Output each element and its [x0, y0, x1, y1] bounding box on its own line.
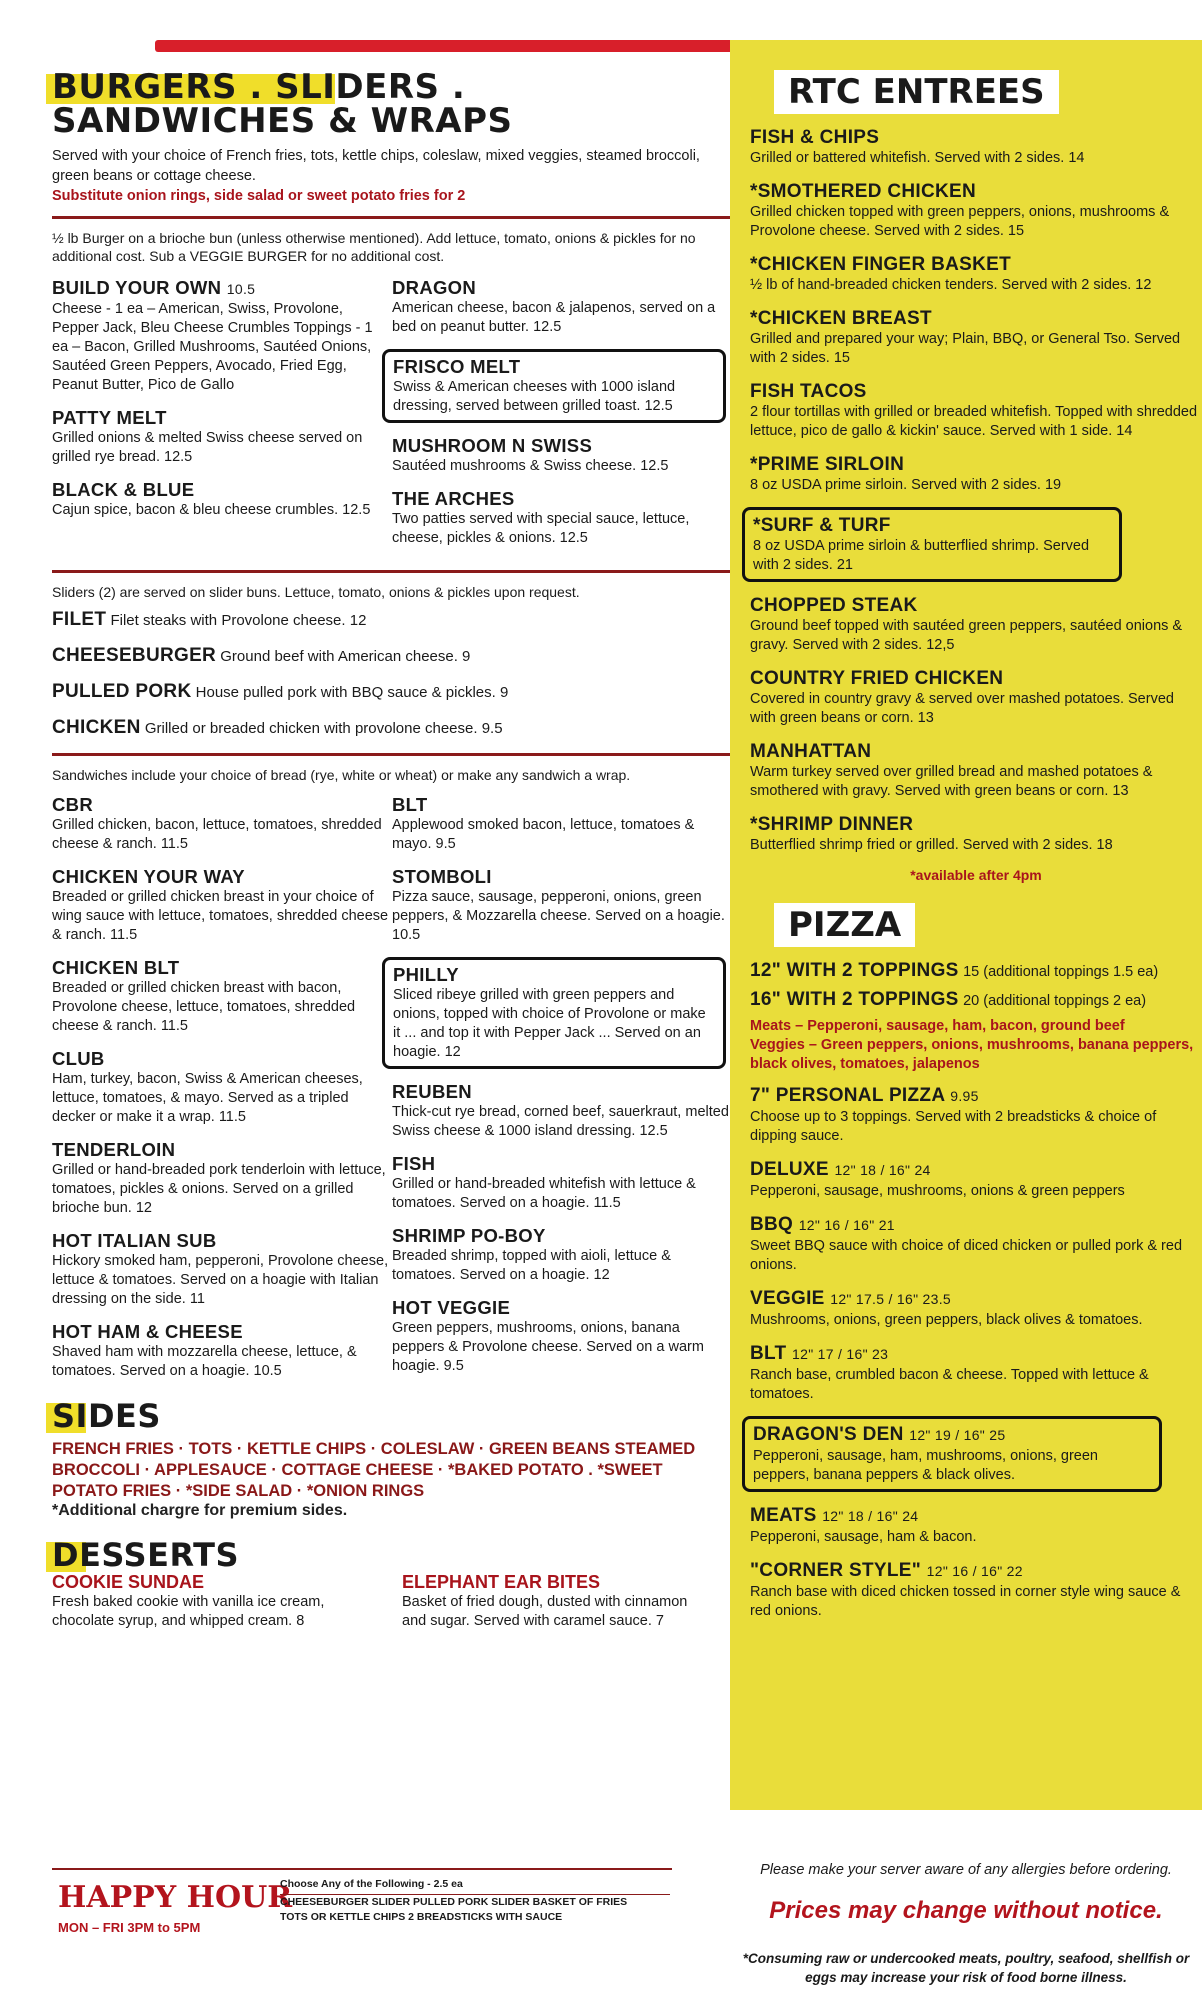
- item-desc: Sliced ribeye grilled with green peppers and onions, topped with choice of Provolone or make it ... and top it with Pepper Jack ... Served on an hoagie. 12: [393, 987, 706, 1060]
- item-name: DRAGON: [392, 277, 477, 298]
- menu-item: [392, 1081, 732, 1141]
- happy-hour-choose: Choose Any of the Following - 2.5 ea: [280, 1878, 463, 1890]
- item-name: FRISCO MELT: [393, 356, 521, 377]
- pizza-item: [750, 1084, 1202, 1146]
- menu-item: [52, 957, 392, 1036]
- entree-item: [750, 253, 1202, 295]
- item-desc: 8 oz USDA prime sirloin & butterflied shrimp. Served with 2 sides. 21: [753, 538, 1090, 573]
- menu-item: [52, 407, 392, 467]
- menu-item: [52, 277, 392, 395]
- item-name: COOKIE SUNDAE: [52, 1572, 205, 1592]
- item-name: CBR: [52, 794, 93, 815]
- item-desc: Shaved ham with mozzarella cheese, lettuce, & tomatoes. Served on a hoagie. 10.5: [52, 1344, 357, 1379]
- item-price: 15 (additional toppings 1.5 ea): [963, 964, 1159, 980]
- menu-item: [52, 1230, 392, 1309]
- item-desc: Applewood smoked bacon, lettuce, tomatoes & mayo. 9.5: [392, 817, 695, 852]
- pizza-item: [750, 1158, 1202, 1201]
- item-desc: Grilled chicken topped with green peppers, onions, mushrooms & Provolone cheese. Served with 2 sides. 15: [750, 204, 1170, 239]
- slider-note: Sliders (2) are served on slider buns. Lettuce, tomato, onions & pickles upon request.: [52, 584, 580, 600]
- menu-item-highlighted: [382, 349, 726, 423]
- slider-item: [52, 681, 732, 703]
- item-price: 12" 17.5 / 16" 23.5: [830, 1291, 951, 1307]
- menu-item: [52, 794, 392, 854]
- menu-item-highlighted: [382, 957, 726, 1069]
- sides-note: *Additional chargre for premium sides.: [52, 1502, 348, 1519]
- item-desc: Breaded or grilled chicken breast with bacon, Provolone cheese, lettuce, tomatoes, shredded cheese & ranch. 11.5: [52, 980, 356, 1034]
- item-desc: Pizza sauce, sausage, pepperoni, onions, green peppers, & Mozzarella cheese. Served on a hoagie. 10.5: [392, 889, 725, 943]
- item-name: VEGGIE: [750, 1288, 825, 1309]
- menu-item: [52, 866, 392, 945]
- item-desc: Grilled onions & melted Swiss cheese served on grilled rye bread. 12.5: [52, 430, 363, 465]
- item-name: *SHRIMP DINNER: [750, 814, 914, 835]
- burger-menu: [52, 277, 732, 560]
- sandwich-menu: [52, 794, 732, 1393]
- item-desc: Ranch base with diced chicken tossed in corner style wing sauce & red onions.: [750, 1584, 1181, 1619]
- burgers-title-line2: SANDWICHES & WRAPS: [52, 101, 513, 141]
- pizza-item-highlighted: [742, 1416, 1162, 1492]
- item-name: COUNTRY FRIED CHICKEN: [750, 668, 1004, 689]
- pizza-veggies: Veggies – Green peppers, onions, mushrooms, banana peppers, black olives, tomatoes, jalapenos: [750, 1037, 1194, 1072]
- menu-item: [392, 794, 732, 854]
- menu-item: [392, 488, 732, 548]
- burgers-intro: Served with your choice of French fries, tots, kettle chips, coleslaw, mixed veggies, steamed broccoli, green beans or cottage cheese. Substitute onion rings, side salad or sweet potato fries for 2: [52, 148, 700, 204]
- item-name: PATTY MELT: [52, 407, 167, 428]
- item-desc: House pulled pork with BBQ sauce & pickles. 9: [195, 684, 509, 701]
- item-price: 12" 18 / 16" 24: [822, 1508, 919, 1524]
- item-desc: Covered in country gravy & served over mashed potatoes. Served with green beans or corn. 13: [750, 691, 1174, 726]
- item-desc: Choose up to 3 toppings. Served with 2 breadsticks & choice of dipping sauce.: [750, 1109, 1157, 1144]
- pizza-item: [750, 1559, 1202, 1621]
- happy-hour-title: HAPPY HOUR: [58, 1880, 293, 1915]
- item-price: 12" 18 / 16" 24: [834, 1162, 931, 1178]
- menu-item: [52, 1321, 392, 1381]
- item-desc: Warm turkey served over grilled bread and mashed potatoes & smothered with gravy. Served with green beans or corn. 13: [750, 764, 1153, 799]
- consumption-warning: *Consuming raw or undercooked meats, poultry, seafood, shellfish or eggs may increase your risk of food borne illness.: [742, 1951, 1190, 1985]
- item-name: ELEPHANT EAR BITES: [402, 1572, 601, 1592]
- menu-item: [392, 435, 732, 476]
- divider: [52, 570, 732, 573]
- item-desc: Thick-cut rye bread, corned beef, sauerkraut, melted Swiss cheese & 1000 island dressing. 12.5: [392, 1104, 729, 1139]
- entree-item: [750, 594, 1202, 655]
- item-desc: Grilled or hand-breaded pork tenderloin with lettuce, tomatoes, pickles & onions. Served on a grilled brioche bun. 12: [52, 1162, 386, 1216]
- menu-item: [52, 1048, 392, 1127]
- item-desc: Ham, turkey, bacon, Swiss & American cheeses, lettuce, tomatoes, & mayo. Served as a tripled decker or make it a wrap. 11.5: [52, 1071, 363, 1125]
- pizza-size: [750, 988, 1202, 1011]
- item-name: 12" WITH 2 TOPPINGS: [750, 960, 959, 981]
- item-desc: Breaded shrimp, topped with aioli, lettuce & tomatoes. Served on a hoagie. 12: [392, 1248, 671, 1283]
- dessert-item: [402, 1572, 712, 1631]
- menu-item: [392, 1153, 732, 1213]
- item-desc: Swiss & American cheeses with 1000 island dressing, served between grilled toast. 12.5: [393, 379, 676, 414]
- slider-item: [52, 645, 732, 667]
- pizza-item: [750, 1213, 1202, 1275]
- item-name: BLT: [392, 794, 428, 815]
- entrees-title: RTC ENTREES: [774, 70, 1059, 114]
- item-name: CHICKEN YOUR WAY: [52, 866, 245, 887]
- desserts-title: DESSERTS: [52, 1536, 240, 1574]
- item-name: PULLED PORK: [52, 681, 192, 702]
- item-desc: Hickory smoked ham, pepperoni, Provolone cheese, lettuce & tomatoes. Served on a hoagie with Italian dressing on the side. 11: [52, 1253, 389, 1307]
- item-desc: Sweet BBQ sauce with choice of diced chicken or pulled pork & red onions.: [750, 1238, 1183, 1273]
- slider-item: [52, 717, 732, 739]
- item-desc: Green peppers, mushrooms, onions, banana peppers & Provolone cheese. Served on a warm hoagie. 9.5: [392, 1320, 704, 1374]
- item-desc: 8 oz USDA prime sirloin. Served with 2 sides. 19: [750, 477, 1062, 493]
- pizza-item: [750, 1287, 1202, 1330]
- item-name: HOT HAM & CHEESE: [52, 1321, 243, 1342]
- item-price: 12" 16 / 16" 21: [798, 1217, 895, 1233]
- sandwich-col-right: [392, 794, 732, 1393]
- item-name: BBQ: [750, 1214, 794, 1235]
- item-name: 7" PERSONAL PIZZA: [750, 1085, 945, 1106]
- item-desc: Fresh baked cookie with vanilla ice cream, chocolate syrup, and whipped cream. 8: [52, 1594, 325, 1629]
- item-name: SHRIMP PO-BOY: [392, 1225, 546, 1246]
- desserts-section: [52, 1538, 732, 1631]
- item-name: REUBEN: [392, 1081, 472, 1102]
- item-name: CHICKEN: [52, 717, 141, 738]
- divider: [52, 753, 732, 756]
- item-name: CHOPPED STEAK: [750, 595, 918, 616]
- sandwich-note: Sandwiches include your choice of bread (rye, white or wheat) or make any sandwich a wrap.: [52, 767, 631, 783]
- item-desc: Grilled or hand-breaded whitefish with lettuce & tomatoes. Served on a hoagie. 11.5: [392, 1176, 696, 1211]
- sides-title: SIDES: [52, 1397, 161, 1435]
- item-desc: Sautéed mushrooms & Swiss cheese. 12.5: [392, 458, 669, 474]
- item-name: *CHICKEN BREAST: [750, 308, 932, 329]
- entree-item: [750, 667, 1202, 728]
- right-column: [730, 40, 1202, 2000]
- item-name: DRAGON'S DEN: [753, 1424, 904, 1445]
- item-desc: Butterflied shrimp fried or grilled. Served with 2 sides. 18: [750, 837, 1113, 853]
- item-desc: Pepperoni, sausage, ham, mushrooms, onions, green peppers, banana peppers & black olives.: [753, 1448, 1098, 1483]
- item-name: TENDERLOIN: [52, 1139, 176, 1160]
- item-price: 9.95: [950, 1088, 979, 1104]
- pizza-item: [750, 1504, 1202, 1547]
- item-desc: Pepperoni, sausage, mushrooms, onions & green peppers: [750, 1183, 1125, 1199]
- entree-item: [750, 307, 1202, 368]
- burger-col-right: [392, 277, 732, 560]
- burgers-heading: [52, 67, 732, 141]
- item-name: DELUXE: [750, 1159, 829, 1180]
- item-desc: Cheese - 1 ea – American, Swiss, Provolone, Pepper Jack, Bleu Cheese Crumbles Toppings - 1 ea – Bacon, Grilled Mushrooms, Sautéed Onions, Sautéed Green Peppers, Avocado, Fried Egg, Peanut Butter, Pico de Gallo: [52, 301, 373, 393]
- item-name: MUSHROOM N SWISS: [392, 435, 593, 456]
- menu-item: [52, 1139, 392, 1218]
- item-name: BLACK & BLUE: [52, 479, 195, 500]
- item-name: CHICKEN BLT: [52, 957, 180, 978]
- item-name: PHILLY: [393, 964, 459, 985]
- menu-item: [52, 479, 392, 520]
- item-name: FISH: [392, 1153, 436, 1174]
- footer-notes: [730, 1810, 1202, 2000]
- item-price: 10.5: [226, 281, 256, 297]
- item-price: 12" 17 / 16" 23: [792, 1346, 889, 1362]
- item-name: 16" WITH 2 TOPPINGS: [750, 989, 959, 1010]
- pizza-title: PIZZA: [774, 903, 915, 947]
- pizza-size: [750, 959, 1202, 982]
- burger-note: ½ lb Burger on a brioche bun (unless otherwise mentioned). Add lettuce, tomato, onions & pickles for no additional cost. Sub a VEGGIE BURGER for no additional cost.: [52, 230, 696, 264]
- item-name: *CHICKEN FINGER BASKET: [750, 254, 1012, 275]
- dessert-item: [52, 1572, 362, 1631]
- item-desc: Breaded or grilled chicken breast in your choice of wing sauce with lettuce, tomatoes, shredded cheese & ranch. 11.5: [52, 889, 389, 943]
- item-name: HOT VEGGIE: [392, 1297, 511, 1318]
- entree-item: [750, 180, 1202, 241]
- menu-item: [392, 866, 732, 945]
- slider-item: [52, 609, 732, 631]
- item-desc: Filet steaks with Provolone cheese. 12: [110, 612, 367, 629]
- availability-note: *available after 4pm: [910, 867, 1042, 883]
- item-desc: Grilled chicken, bacon, lettuce, tomatoes, shredded cheese & ranch. 11.5: [52, 817, 382, 852]
- menu-item: [392, 277, 732, 337]
- item-desc: Basket of fried dough, dusted with cinnamon and sugar. Served with caramel sauce. 7: [402, 1594, 688, 1629]
- happy-hour-section: [52, 1868, 672, 1940]
- item-name: *PRIME SIRLOIN: [750, 454, 905, 475]
- item-name: MEATS: [750, 1505, 817, 1526]
- sandwich-col-left: [52, 794, 392, 1393]
- item-desc: Ground beef topped with sautéed green peppers, sautéed onions & gravy. Served with 2 sides. 12,5: [750, 618, 1183, 653]
- item-name: STOMBOLI: [392, 866, 492, 887]
- item-desc: Grilled or battered whitefish. Served with 2 sides. 14: [750, 150, 1085, 166]
- menu-item: [392, 1297, 732, 1376]
- item-desc: ½ lb of hand-breaded chicken tenders. Served with 2 sides. 12: [750, 277, 1152, 293]
- sides-list: FRENCH FRIES · TOTS · KETTLE CHIPS · COLESLAW · GREEN BEANS STEAMED BROCCOLI · APPLESAUCE · COTTAGE CHEESE · *BAKED POTATO . *SWEET POTATO FRIES · *SIDE SALAD · *ONION RINGS: [52, 1440, 696, 1500]
- menu-item: [392, 1225, 732, 1285]
- item-price: 20 (additional toppings 2 ea): [963, 993, 1147, 1009]
- item-desc: Ground beef with American cheese. 9: [220, 648, 471, 665]
- entree-item-highlighted: [742, 507, 1122, 582]
- happy-hour-time: MON – FRI 3PM to 5PM: [58, 1920, 201, 1935]
- entree-item: [750, 380, 1202, 441]
- item-name: FILET: [52, 609, 107, 630]
- item-price: 12" 16 / 16" 22: [926, 1563, 1023, 1579]
- item-name: FISH TACOS: [750, 381, 867, 402]
- happy-hour-items-line: CHEESEBURGER SLIDER PULLED PORK SLIDER BASKET OF FRIES: [280, 1896, 628, 1908]
- item-name: HOT ITALIAN SUB: [52, 1230, 217, 1251]
- item-desc: 2 flour tortillas with grilled or breaded whitefish. Topped with shredded lettuce, pico de gallo & kickin' sauce. Served with 1 side. 14: [750, 404, 1198, 439]
- item-desc: Mushrooms, onions, green peppers, black olives & tomatoes.: [750, 1312, 1143, 1328]
- burgers-substitute: Substitute onion rings, side salad or sweet potato fries for 2: [52, 188, 466, 204]
- entree-item: [750, 813, 1202, 855]
- item-desc: Pepperoni, sausage, ham & bacon.: [750, 1529, 977, 1545]
- item-desc: Cajun spice, bacon & bleu cheese crumbles. 12.5: [52, 502, 371, 518]
- item-name: CHEESEBURGER: [52, 645, 217, 666]
- item-name: "CORNER STYLE": [750, 1560, 922, 1581]
- entree-item: [750, 740, 1202, 801]
- burger-col-left: [52, 277, 392, 560]
- item-name: *SMOTHERED CHICKEN: [750, 181, 977, 202]
- pizza-meats: Meats – Pepperoni, sausage, ham, bacon, ground beef: [750, 1018, 1125, 1034]
- item-name: MANHATTAN: [750, 741, 872, 762]
- entree-item: [750, 126, 1202, 168]
- item-desc: Ranch base, crumbled bacon & cheese. Topped with lettuce & tomatoes.: [750, 1367, 1149, 1402]
- item-name: FISH & CHIPS: [750, 127, 880, 148]
- item-name: BLT: [750, 1343, 787, 1364]
- happy-hour-items: [280, 1894, 670, 1925]
- item-name: *SURF & TURF: [753, 515, 891, 536]
- desserts-list: [52, 1572, 732, 1631]
- item-name: CLUB: [52, 1048, 105, 1069]
- item-price: 12" 19 / 16" 25: [909, 1427, 1006, 1443]
- item-desc: American cheese, bacon & jalapenos, served on a bed on peanut butter. 12.5: [392, 300, 716, 335]
- pizza-item: [750, 1342, 1202, 1404]
- item-name: THE ARCHES: [392, 488, 515, 509]
- left-column: [52, 60, 732, 1960]
- allergy-note: Please make your server aware of any allergies before ordering.: [760, 1862, 1172, 1878]
- item-desc: Two patties served with special sauce, lettuce, cheese, pickles & onions. 12.5: [392, 511, 690, 546]
- prices-note: Prices may change without notice.: [769, 1897, 1163, 1924]
- divider: [52, 216, 732, 219]
- item-desc: Grilled or breaded chicken with provolone cheese. 9.5: [144, 720, 503, 737]
- item-desc: Grilled and prepared your way; Plain, BBQ, or General Tso. Served with 2 sides. 15: [750, 331, 1181, 366]
- happy-hour-items-line: TOTS OR KETTLE CHIPS 2 BREADSTICKS WITH SAUCE: [280, 1911, 563, 1923]
- item-name: BUILD YOUR OWN: [52, 277, 222, 298]
- sides-section: [52, 1399, 732, 1520]
- entree-item: [750, 453, 1202, 495]
- burgers-title-line1: BURGERS . SLIDERS .: [52, 67, 466, 107]
